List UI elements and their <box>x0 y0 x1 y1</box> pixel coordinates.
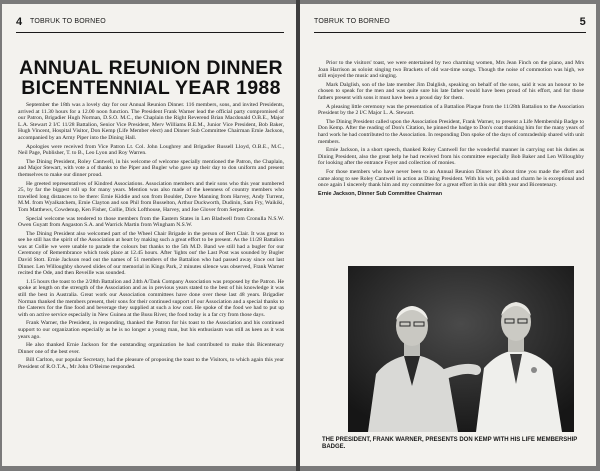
paragraph: He also thanked Ernie Jackson for the outstanding organization he had contributed to make this Bicentenary Dinner one of the best ever. <box>18 342 284 355</box>
article-body-left <box>18 102 284 458</box>
paragraph: Ernie Jackson, in a short speech, thanked Roley Cantwell for the wonderful manner in carrying out his duties as Dining President, also the great help he had received from his committee especially Bob Baker and Len Willoughby for looking after the entrance Foyer and collection of monies. <box>318 147 584 167</box>
page-number: 5 <box>579 16 586 28</box>
paragraph: The Dining President also welcomed part of the Wheel Chair Brigade in the person of Bert Clair. It was great to see he still has the spirit of the Association at heart by making such a great effort to be present. As the 11/28 Battalion was at Collie we were unable to parade the colours but thanks to the 5th M.D. Band we still had a bugler for our Ceremony of Remembrance which took place at 12.45 hours. After 'lights out' the Last Post was sounded by Bugler David Stott. Ernie Jackson read out the names of 51 members of the Battalion who had passed away since out last Dinner. Len Willoughby showed slides of our memorial in Kings Park, 2 minutes silence was observed, Frank Warner recited the Ode, and then Reveille was sounded. <box>18 230 284 277</box>
header-rule <box>16 32 284 33</box>
header-rule <box>314 32 586 33</box>
paragraph: For those members who have never been to an Annual Reunion Dinner it's about time you made the effort and came along to see Roley Cantwell in action as Dining President. With his wit, polish and charm he is exceptional and once again I sincerely thank him and my committee for a great effort in this our 48th year and Bicentenary. <box>318 168 584 189</box>
right-page <box>300 4 596 466</box>
paragraph: Mark Dalglish, son of the late member Jim Dalglish, speaking on behalf of the sons, said it was an honour to be chosen to speak for the men and was quite sure his late father would have been proud of his effort, and for those fathers present with sons it must have been a proud day for them. <box>318 81 584 101</box>
paragraph: Special welcome was tendered to those members from the Eastern States in Len Bladwell from Cronulla N.S.W. Owen Guyatt from Angaston S.A. and Warrick Martin from Wingham N.S.W. <box>18 215 284 229</box>
photo-caption: THE PRESIDENT, FRANK WARNER, PRESENTS DON KEMP WITH HIS LIFE MEMBERSHIP BADGE. <box>322 437 578 450</box>
paragraph: The Dining President, Roley Cantwell, in his welcome of welcome specially mentioned the Patron, the Chaplain, and Major Stewart, with vote a of thanks to the Piper and Bugler who gave up their day to don uniform and present themselves to make our dinner proud. <box>18 158 284 178</box>
article-body-right <box>318 60 584 266</box>
author-signature: Ernie Jackson, Dinner Sub Committee Chairman <box>318 190 443 197</box>
running-head-title: TOBRUK TO BORNEO <box>30 18 106 25</box>
paragraph: Bill Carlton, our popular Secretary, had the pleasure of proposing the toast to the Visitors, to which again this year President of R.O.T.A., Mr John O'Beirne responded. <box>18 357 284 370</box>
paragraph: September the 18th was a lovely day for our Annual Reunion Dinner. 116 members, sons, and invited Presidents, arrived at 11.30 hours for a 12.00 noon function. The President Frank Warner lead the official party compromised of our Patron, Brigadier Hugh Norman, D.S.O. M.C., the Chaplain the Right Reverend Brian Macdonald O.B.E., Major L.A. Stewart 2 I/C 11/28 Battalion, Senior Vice President, Merv Williams B.E.M., Junior Vice President, Bob Baker, Hugh Vincent, Hospital Visitor, Don Kemp (Life Member elect) and Dinner Sub Committee Chairman Ernie Jackson, accompanied by an Army Piper into the Dining Hall. <box>18 102 284 141</box>
photo-illustration <box>348 266 574 432</box>
paragraph: Apologies were received from Vice Patron Lt. Col. John Loughrey and Brigadier Russell Lloyd, O.B.E., M.C., Neil Page, Publisher, T. to B., Leo Lyon and Roy Warren. <box>18 143 284 157</box>
paragraph: The Dining President called upon the Association President, Frank Warner, to present a Life Membership Badge to Don Kemp. After the reading of Don's Citation, he pinned the badge to Don's coat thanking him for the many years of hard work he had contributed to the Association. In responding Don spoke of the days of comradeship shared with unit members. <box>318 118 584 145</box>
paragraph: He greeted representatives of Kindred Associations. Association members and their sons who this year numbered 25, by far the biggest roll up for many years. Mention was also made of the keenness of country members who travelled long distances to be there: Ernie Kiddie and son from Boulder, Dave Manning from Harvey, Andy Turrent, M.M. from Wyalkatchem, Ernie Clayton and son Phil from Busselton, Arthur Duckworth, Dudinin, Sam Fry, Waikiki, Tom Matthews, Cowdenup, Ken Fisher, Collie, Dick Lofthouse, Harvey, and Joe Glover from Serpentine. <box>18 180 284 213</box>
presentation-photo <box>348 266 574 432</box>
running-head-title: TOBRUK TO BORNEO <box>314 18 390 25</box>
paragraph: Prior to the visitors' toast, we were entertained by two charming women, Mrs Jean Finch on the piano, and Mrs Joan Harrison as soloist singing two Brackets of old war-time songs. Though the noise of commotion was high, we still enjoyed the music and singing. <box>318 60 584 80</box>
paragraph: 1.15 hours the toast to the 2/28th Battalion and 24th A/Tank Company Association was proposed by the Patron. He spoke at length on the strength of the Association and as in previous years stated to the best of his knowledge it was still the best in Australia. Great work our Association committees have done over these last 48 years. Brigadier Norman thanked the members present, their sons for their continued support of our Association and a special thanks to the Caterers for the fine food and beverage they supplied at such a low cost. He spoke of the food we had to put up with on active service especially in New Guinea at the Busu River, the food today is a far cry from those days. <box>18 278 284 318</box>
left-page <box>2 4 296 466</box>
paragraph: Frank Warner, the President, in responding, thanked the Patron for his toast to the Association and his continued support to our organization especially as he is no longer a young man, but his enthusiasm was still as keen as it was years ago. <box>18 320 284 340</box>
paragraph: A pleasing little ceremony was the presentation of a Battalion Plaque from the 11/28th Battalion to the Association President by the 2 I/C Major L. A. Stewart. <box>318 103 584 117</box>
article-headline: ANNUAL REUNION DINNER BICENTENNIAL YEAR 1988 <box>19 57 283 99</box>
page-number: 4 <box>16 16 23 28</box>
